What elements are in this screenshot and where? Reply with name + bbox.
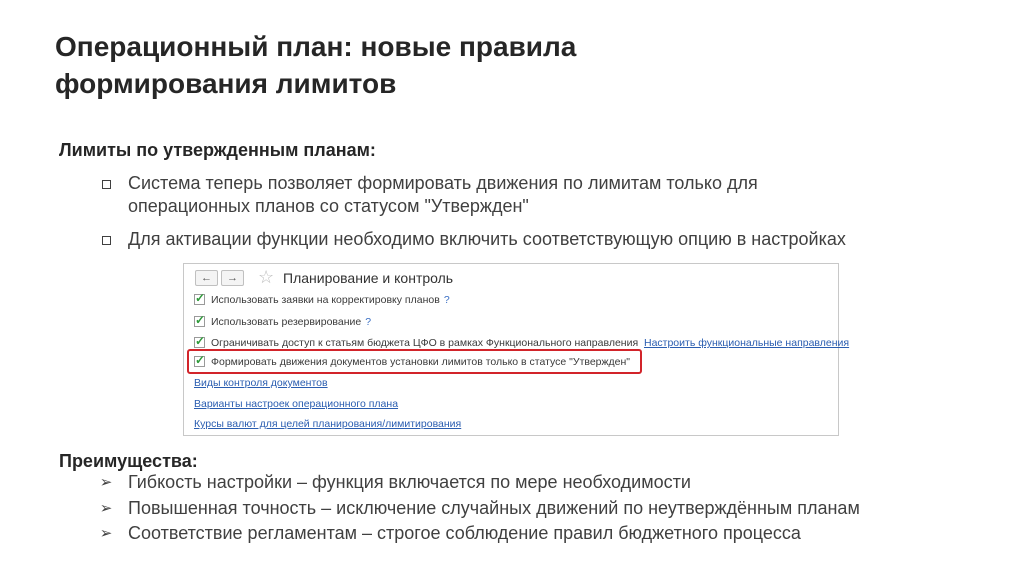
checkbox[interactable] xyxy=(194,313,206,327)
list-item xyxy=(99,172,899,218)
option-label: Формировать движения документов установки лимитов только в статусе "Утвержден" xyxy=(211,356,631,368)
help-icon[interactable]: ? xyxy=(443,294,450,306)
list-item xyxy=(99,522,959,545)
checkbox[interactable] xyxy=(194,353,206,367)
section-heading-advantages: Преимущества: xyxy=(59,451,198,471)
bullet-text-line2: операционных планов со статусом "Утвержден" xyxy=(128,196,529,216)
section-heading-limits: Лимиты по утвержденным планам: xyxy=(59,140,376,160)
bullet-text-line1: Система теперь позволяет формировать движения по лимитам только для xyxy=(128,173,758,193)
checkbox[interactable] xyxy=(194,334,206,348)
list-item xyxy=(99,228,959,251)
star-icon[interactable]: ☆ xyxy=(258,267,275,287)
bullet-text: Гибкость настройки – функция включается по мере необходимости xyxy=(128,472,691,492)
currency-rates-link[interactable]: Курсы валют для целей планирования/лимитирования xyxy=(194,418,462,430)
bullet-text: Соответствие регламентам – строгое соблюдение правил бюджетного процесса xyxy=(128,523,801,543)
option-label: Использовать заявки на корректировку планов xyxy=(211,294,440,306)
checkbox-bullet-icon xyxy=(99,172,113,195)
configure-functional-areas-link[interactable]: Настроить функциональные направления xyxy=(643,337,850,349)
arrow-bullet-icon: ➢ xyxy=(99,525,113,542)
bullet-text: Повышенная точность – исключение случайных движений по неутверждённым планам xyxy=(128,498,860,518)
checkbox-bullet-icon xyxy=(99,228,113,251)
option-label: Использовать резервирование xyxy=(211,316,362,328)
bullet-text: Для активации функции необходимо включить соответствующую опцию в настройках xyxy=(128,229,846,249)
plan-settings-variants-link[interactable]: Варианты настроек операционного плана xyxy=(194,398,399,410)
panel-title: Планирование и контроль xyxy=(283,270,454,286)
checkbox[interactable] xyxy=(194,291,206,305)
settings-panel xyxy=(183,263,850,436)
slide-title xyxy=(55,28,955,102)
list-item xyxy=(99,497,979,520)
arrow-bullet-icon: ➢ xyxy=(99,474,113,491)
slide-title-line2: формирования лимитов xyxy=(55,68,397,99)
arrow-bullet-icon: ➢ xyxy=(99,500,113,517)
help-icon[interactable]: ? xyxy=(365,316,372,328)
list-item xyxy=(99,471,959,494)
slide-title-line1: Операционный план: новые правила xyxy=(55,31,577,62)
checkmark-icon: ✓ xyxy=(195,334,206,348)
checkmark-icon: ✓ xyxy=(195,291,206,305)
option-label: Ограничивать доступ к статьям бюджета ЦФО в рамках Функционального направления xyxy=(211,337,639,349)
control-types-link[interactable]: Виды контроля документов xyxy=(194,377,328,389)
forward-arrow-icon[interactable]: → xyxy=(221,270,244,286)
checkmark-icon: ✓ xyxy=(195,353,206,367)
back-arrow-icon[interactable]: ← xyxy=(195,270,218,286)
checkmark-icon: ✓ xyxy=(195,313,206,327)
